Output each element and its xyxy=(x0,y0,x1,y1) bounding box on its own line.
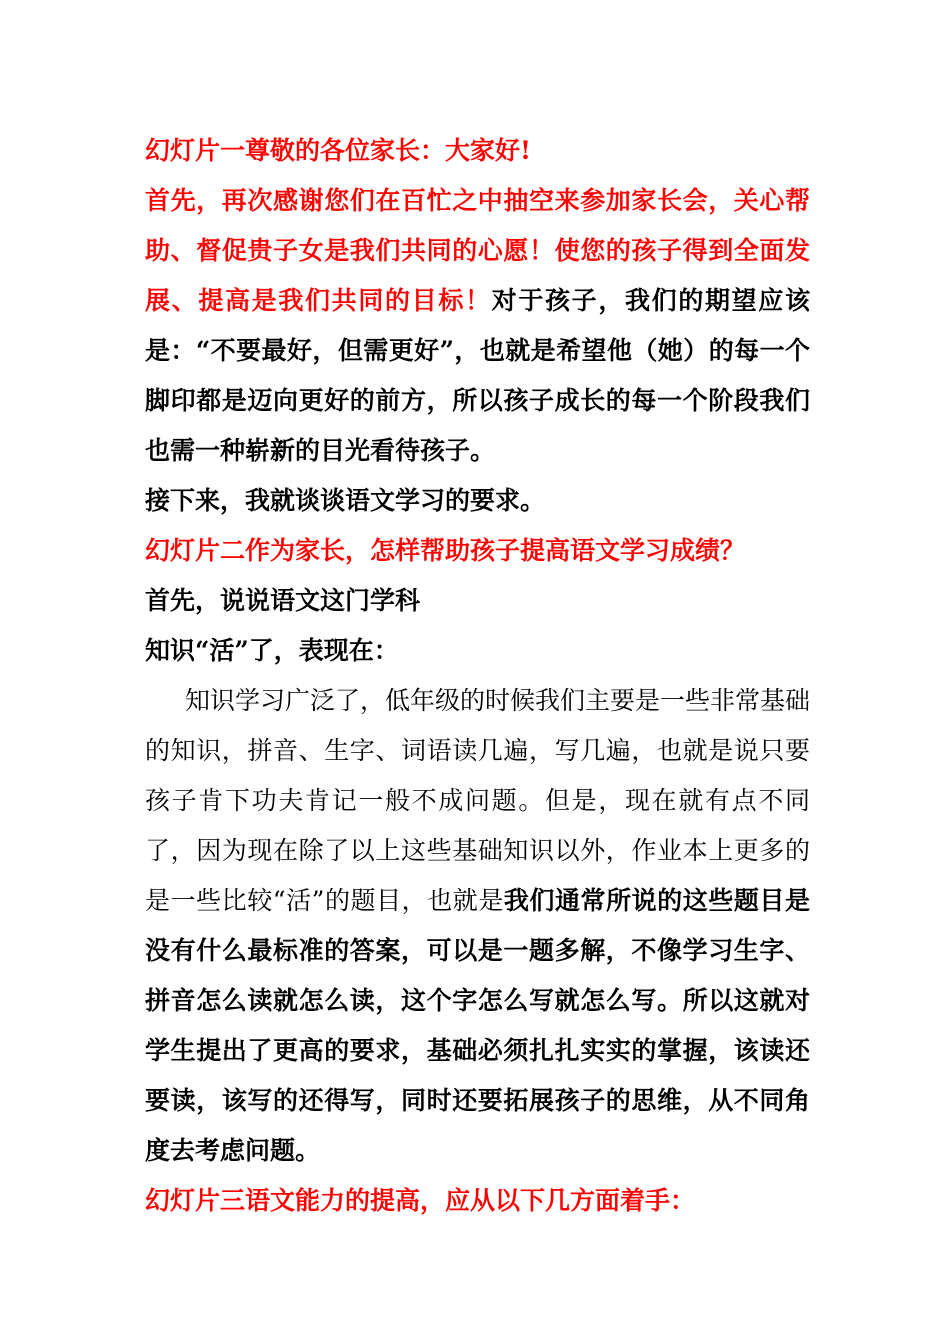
next-topic-line: 接下来，我就谈谈语文学习的要求。 xyxy=(145,486,546,515)
intro-paragraph xyxy=(145,176,810,476)
slide3-heading: 幻灯片三语文能力的提高，应从以下几方面着手： xyxy=(145,1186,696,1215)
subject-line: 首先，说说语文这门学科 xyxy=(145,586,421,615)
slide1-heading: 幻灯片一尊敬的各位家长：大家好! xyxy=(145,136,531,165)
document-page xyxy=(145,126,810,1226)
intro-red-text: 首先，再次感谢您们在百忙之中抽空来参加家长会，关心帮助、督促贵子女是我们共同的心愿！使您的孩子得到全面发展、提高是我们共同的目标！ xyxy=(145,186,810,315)
body-bold-text: 我们通常所说的这些题目是没有什么最标准的答案，可以是一题多解，不像学习生字、拼音怎么读就怎么读，这个字怎么写就怎么写。所以这就对学生提出了更高的要求，基础必须扎扎实实的掌握，该读还要读，该写的还得写，同时还要拓展孩子的思维，从不同角度去考虑问题。 xyxy=(145,886,810,1165)
intro-black-text: 对于孩子，我们的期望应该是：“不要最好，但需更好”，也就是希望他（她）的每一个脚印都是迈向更好的前方，所以孩子成长的每一个阶段我们也需一种崭新的目光看待孩子。 xyxy=(145,286,810,465)
body-paragraph xyxy=(145,676,810,1176)
slide2-heading: 幻灯片二作为家长，怎样帮助孩子提高语文学习成绩？ xyxy=(145,536,746,565)
knowledge-line: 知识“活”了，表现在： xyxy=(145,636,399,665)
body-normal-text: 知识学习广泛了，低年级的时候我们主要是一些非常基础的知识，拼音、生字、词语读几遍，写几遍，也就是说只要孩子肯下功夫肯记一般不成问题。但是，现在就有点不同了，因为现在除了以上这些基础知识以外，作业本上更多的是一些比较“活”的题目，也就是 xyxy=(145,686,811,915)
